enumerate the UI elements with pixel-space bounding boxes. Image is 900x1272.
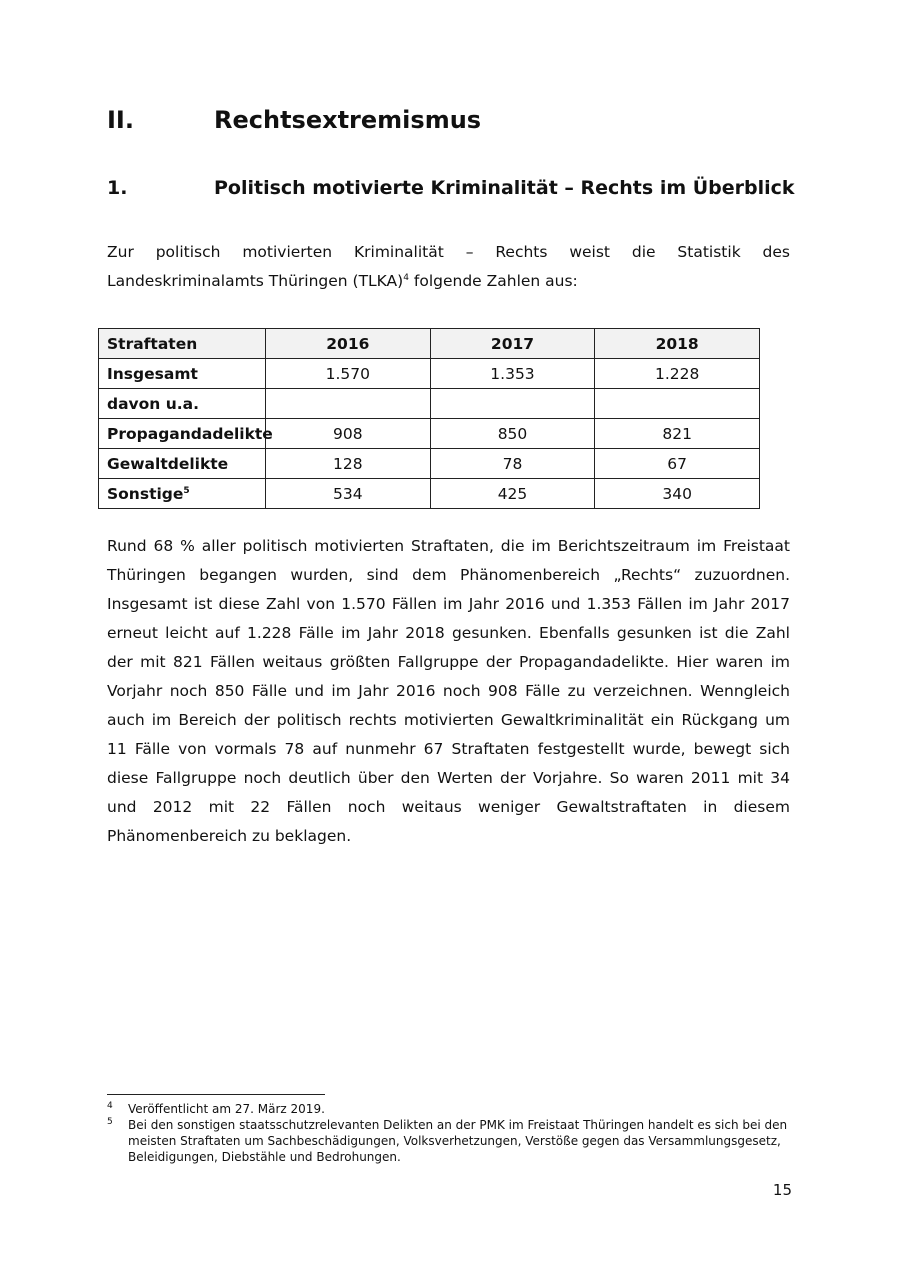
- table-cell: 128: [266, 449, 431, 479]
- table-header-cell: 2017: [430, 329, 595, 359]
- table-cell: 340: [595, 479, 760, 509]
- table-cell: [266, 389, 431, 419]
- table-header-cell: 2016: [266, 329, 431, 359]
- subsection-number: 1.: [107, 177, 128, 199]
- table-row: [99, 419, 760, 449]
- table-row: [99, 479, 760, 509]
- table-row: [99, 359, 760, 389]
- body-paragraph: Rund 68 % aller politisch motivierten Straftaten, die im Berichtszeitraum im Freistaat Thüringen begangen wurden, sind dem Phänomenbereich „Rechts“ zuzuordnen. Insgesamt ist diese Zahl von 1.570 Fällen im Jahr 2016 und 1.353 Fällen im Jahr 2017 erneut leicht auf 1.228 Fälle im Jahr 2018 gesunken. Ebenfalls gesunken ist die Zahl der mit 821 Fällen weitaus größten Fallgruppe der Propagandadelikte. Hier waren im Vorjahr noch 850 Fälle und im Jahr 2016 noch 908 Fälle zu verzeichnen. Wenngleich auch im Bereich der politisch rechts motivierten Gewaltkriminalität ein Rückgang um 11 Fälle von vormals 78 auf nunmehr 67 Straftaten festgestellt wurde, bewegt sich diese Fallgruppe noch deutlich über den Werten der Vorjahre. So waren 2011 mit 34 und 2012 mit 22 Fällen noch weitaus weniger Gewaltstraftaten in diesem Phänomenbereich zu beklagen.: [107, 537, 790, 845]
- footnote-text: Bei den sonstigen staatsschutzrelevanten Delikten an der PMK im Freistaat Thüringen handelt es sich bei den meisten Straftaten um Sachbeschädigungen, Volksverhetzungen, Verstöße gegen das Versammlungsgesetz, Beleidigungen, Diebstähle und Bedrohungen.: [128, 1118, 788, 1164]
- footnote-mark: 5: [107, 1117, 113, 1127]
- row-label: [99, 479, 266, 509]
- table-cell: 908: [266, 419, 431, 449]
- row-label-text: Insgesamt: [107, 364, 198, 383]
- intro-text: Zur politisch motivierten Kriminalität – Rechts weist die Statistik des Landeskriminalamts Thüringen (TLKA): [107, 243, 790, 290]
- table-cell: 1.228: [595, 359, 760, 389]
- row-label-text: Sonstige: [107, 484, 184, 503]
- footnote: [107, 1117, 795, 1165]
- table-cell: 78: [430, 449, 595, 479]
- section-number: II.: [107, 106, 134, 134]
- row-label: [99, 449, 266, 479]
- footnote-ref-4: 4: [403, 272, 409, 283]
- table-cell: 534: [266, 479, 431, 509]
- table-cell: [595, 389, 760, 419]
- row-label-text: Gewaltdelikte: [107, 454, 229, 473]
- table-cell: 67: [595, 449, 760, 479]
- footnote-separator: [107, 1094, 325, 1095]
- intro-text-after: folgende Zahlen aus:: [408, 272, 578, 290]
- table-cell: [430, 389, 595, 419]
- table-header-cell: 2018: [595, 329, 760, 359]
- table-row: [99, 449, 760, 479]
- intro-paragraph: [107, 238, 790, 296]
- row-label: [99, 359, 266, 389]
- footnote-mark: 4: [107, 1101, 113, 1111]
- section-title: Rechtsextremismus: [214, 106, 482, 134]
- footnotes: [107, 1101, 795, 1165]
- subsection-title: Politisch motivierte Kriminalität – Rechts im Überblick: [214, 177, 795, 199]
- table-cell: 850: [430, 419, 595, 449]
- row-label: [99, 389, 266, 419]
- table-cell: 821: [595, 419, 760, 449]
- row-label: [99, 419, 273, 449]
- table-cell: 1.353: [430, 359, 595, 389]
- table-header-cell: Straftaten: [99, 329, 266, 359]
- footnote: [107, 1101, 795, 1117]
- page-number: 15: [772, 1181, 792, 1199]
- footnote-text: Veröffentlicht am 27. März 2019.: [128, 1102, 325, 1116]
- table-cell: 1.570: [266, 359, 431, 389]
- row-label-text: Propagandadelikte: [107, 424, 273, 443]
- statistics-table: [98, 328, 760, 509]
- footnote-ref-5: 5: [183, 485, 190, 496]
- table-cell: 425: [430, 479, 595, 509]
- table-row: [99, 389, 760, 419]
- table-header-row: [99, 329, 760, 359]
- row-label-text: davon u.a.: [107, 394, 200, 413]
